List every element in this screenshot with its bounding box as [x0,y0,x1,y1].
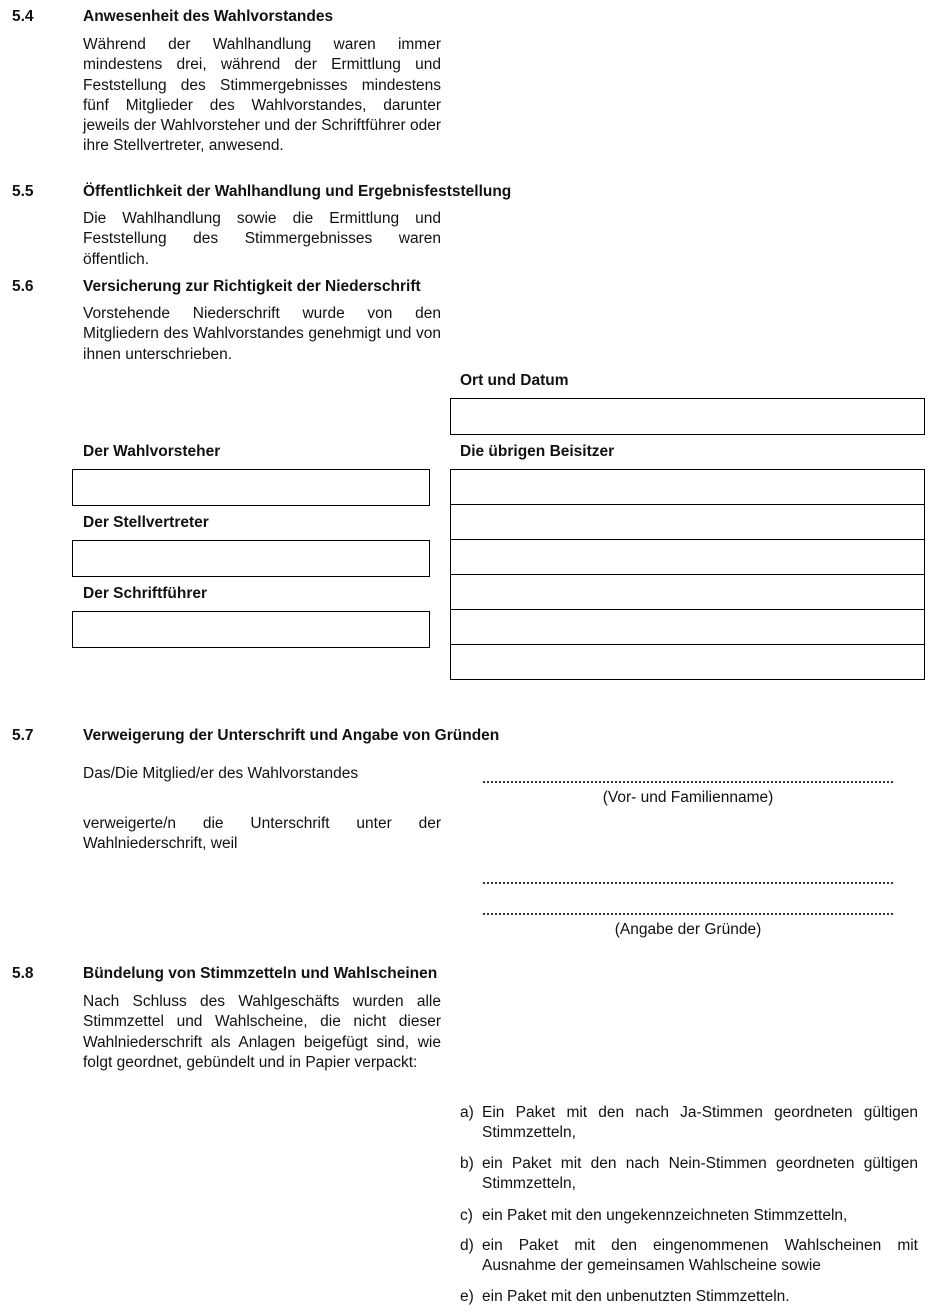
list-item-text: ein Paket mit den unbenutzten Stimmzetteln. [482,1288,790,1305]
beisitzer-signature-field[interactable] [450,504,925,540]
list-item-letter: e) [460,1288,474,1305]
list-item-letter: a) [460,1104,474,1121]
section-heading: Verweigerung der Unterschrift und Angabe von Gründen [83,727,500,744]
list-item-text: ein Paket mit den ungekennzeichneten Stimmzetteln, [482,1207,848,1224]
list-item-letter: b) [460,1155,474,1172]
section-number: 5.6 [12,278,34,295]
beisitzer-signature-field[interactable] [450,469,925,505]
section-text: Während der Wahlhandlung waren immer mindestens drei, während der Ermittlung und Feststellung des Stimmergebnisses mindestens fünf Mitglieder des Wahlvorstandes, darunter jeweils der Wahlvorsteher und der Schriftführer oder ihre Stellvertreter, anwesend. [83,36,441,155]
stellvertreter-signature-field[interactable] [72,540,430,577]
section-heading: Öffentlichkeit der Wahlhandlung und Ergebnisfeststellung [83,183,512,200]
section-number: 5.7 [12,727,34,744]
section-text: Die Wahlhandlung sowie die Ermittlung und Feststellung des Stimmergebnisses waren öffentlich. [83,210,441,268]
list-item-text: Ein Paket mit den nach Ja-Stimmen geordneten gültigen Stimmzetteln, [482,1104,918,1141]
section-number: 5.8 [12,965,34,982]
beisitzer-signature-field[interactable] [450,609,925,645]
schriftfuehrer-signature-field[interactable] [72,611,430,648]
list-item-text: ein Paket mit den eingenommenen Wahlscheinen mit Ausnahme der gemeinsamen Wahlscheine sowie [482,1237,918,1274]
wahlvorsteher-signature-field[interactable] [72,469,430,506]
list-item [460,1236,918,1275]
wahlvorsteher-label: Der Wahlvorsteher [83,443,221,460]
beisitzer-signature-table [450,469,925,680]
list-item-letter: c) [460,1207,473,1224]
section-text: verweigerte/n die Unterschrift unter der Wahlniederschrift, weil [83,815,441,853]
reasons-dotted-line[interactable] [483,882,893,884]
list-item [460,1103,918,1142]
section-heading: Versicherung zur Richtigkeit der Niederschrift [83,278,421,295]
list-item-text: ein Paket mit den nach Nein-Stimmen geordneten gültigen Stimmzetteln, [482,1155,918,1192]
section-number: 5.4 [12,8,34,25]
list-item [460,1154,918,1193]
section-text: Vorstehende Niederschrift wurde von den Mitgliedern des Wahlvorstandes genehmigt und von ihnen unterschrieben. [83,305,441,363]
schriftfuehrer-label: Der Schriftführer [83,585,208,602]
list-item [460,1287,918,1307]
beisitzer-signature-field[interactable] [450,539,925,575]
reasons-caption: (Angabe der Gründe) [614,921,762,938]
stellvertreter-label: Der Stellvertreter [83,514,209,531]
name-caption: (Vor- und Familienname) [602,789,774,806]
list-item-letter: d) [460,1237,474,1254]
ort-datum-label: Ort und Datum [460,372,569,389]
list-item [460,1206,918,1226]
beisitzer-signature-field[interactable] [450,574,925,610]
reasons-dotted-line[interactable] [483,913,893,915]
section-text: Nach Schluss des Wahlgeschäfts wurden alle Stimmzettel und Wahlscheine, die nicht dieser Wahlniederschrift als Anlagen beigefügt sind, wie folgt geordnet, gebündelt und in Papier verpackt: [83,993,441,1071]
section-heading: Bündelung von Stimmzetteln und Wahlscheinen [83,965,438,982]
ort-datum-field[interactable] [450,398,925,435]
section-text: Das/Die Mitglied/er des Wahlvorstandes [83,765,359,782]
name-dotted-line[interactable] [483,781,893,783]
beisitzer-label: Die übrigen Beisitzer [460,443,615,460]
beisitzer-signature-field[interactable] [450,644,925,680]
section-heading: Anwesenheit des Wahlvorstandes [83,8,334,25]
section-number: 5.5 [12,183,34,200]
